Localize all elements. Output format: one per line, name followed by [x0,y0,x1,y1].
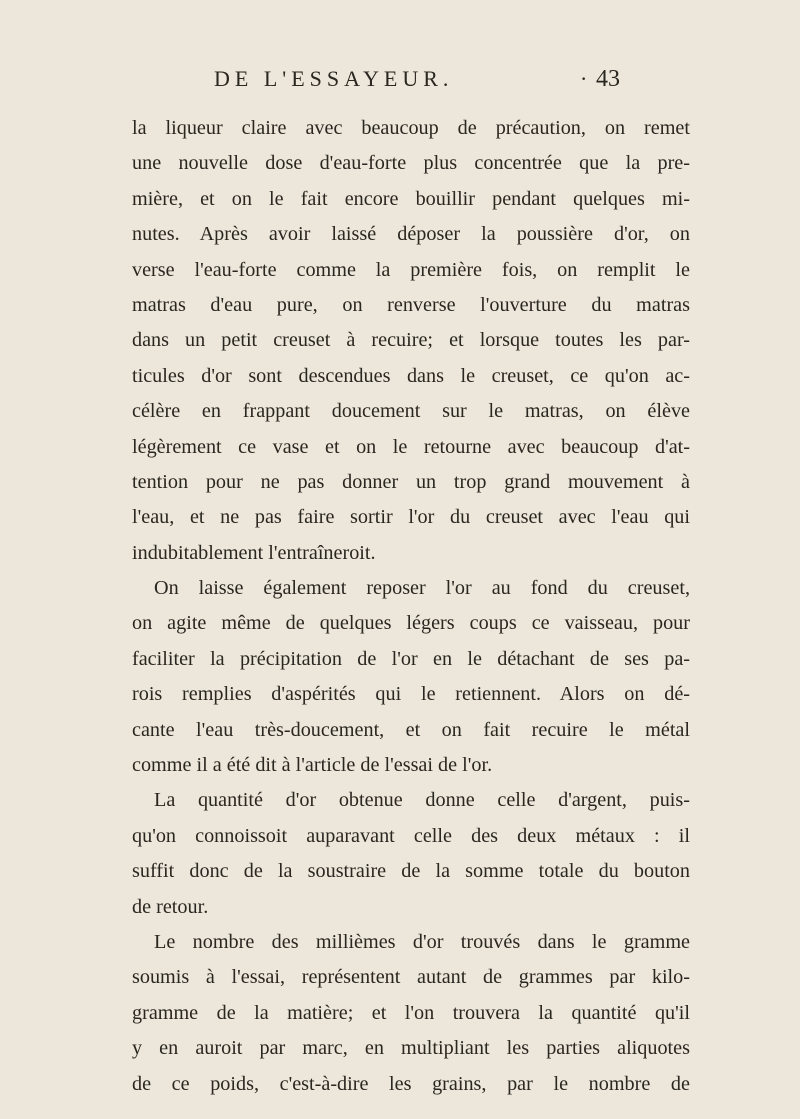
paragraph-first-line: On laisse également reposer l'or au fond du creuset, [154,577,690,600]
text-line: rois remplies d'aspérités qui le retiennent. Alors on dé- [132,683,690,706]
text-line: qu'on connoissoit auparavant celle des deux métaux : il [132,824,690,847]
text-line: matras d'eau pure, on renverse l'ouverture du matras [132,293,690,316]
page-number: 43 [596,66,620,92]
text-line: célère en frappant doucement sur le matras, on élève [132,400,690,423]
text-line: mière, et on le fait encore bouillir pendant quelques mi- [132,187,690,210]
text-line: faciliter la précipitation de l'or en le détachant de ses pa- [132,647,690,670]
body-text [132,111,690,1102]
text-line: cante l'eau très-doucement, et on fait recuire le métal [132,718,690,741]
text-line: une nouvelle dose d'eau-forte plus concentrée que la pre- [132,152,690,175]
text-line: nutes. Après avoir laissé déposer la poussière d'or, on [132,223,690,246]
text-line: tention pour ne pas donner un trop grand mouvement à [132,470,690,493]
text-line: ticules d'or sont descendues dans le creuset, ce qu'on ac- [132,364,690,387]
text-line: de ce poids, c'est-à-dire les grains, par le nombre de [132,1072,690,1095]
text-line: comme il a été dit à l'article de l'essai de l'or. [132,754,493,777]
text-line: y en auroit par marc, en multipliant les parties aliquotes [132,1037,690,1060]
text-line: gramme de la matière; et l'on trouvera la quantité qu'il [132,1001,690,1024]
running-head-title: DE L'ESSAYEUR. [214,66,454,91]
text-line: on agite même de quelques légers coups ce vaisseau, pour [132,612,690,635]
text-line: indubitablement l'entraîneroit. [132,541,376,564]
text-line: de retour. [132,895,209,918]
text-line: verse l'eau-forte comme la première fois, on remplit le [132,258,690,281]
paragraph-first-line: La quantité d'or obtenue donne celle d'argent, puis- [154,789,690,812]
paragraph-first-line: Le nombre des millièmes d'or trouvés dans le gramme [154,930,690,953]
text-line: la liqueur claire avec beaucoup de précaution, on remet [132,117,690,139]
running-head [214,66,644,100]
text-line: suffit donc de la soustraire de la somme totale du bouton [132,860,690,883]
text-line: l'eau, et ne pas faire sortir l'or du creuset avec l'eau qui [132,506,690,529]
text-line: dans un petit creuset à recuire; et lorsque toutes les par- [132,329,690,352]
running-head-separator: · [580,66,593,91]
text-line: soumis à l'essai, représentent autant de grammes par kilo- [132,966,690,989]
text-line: légèrement ce vase et on le retourne avec beaucoup d'at- [132,435,690,458]
